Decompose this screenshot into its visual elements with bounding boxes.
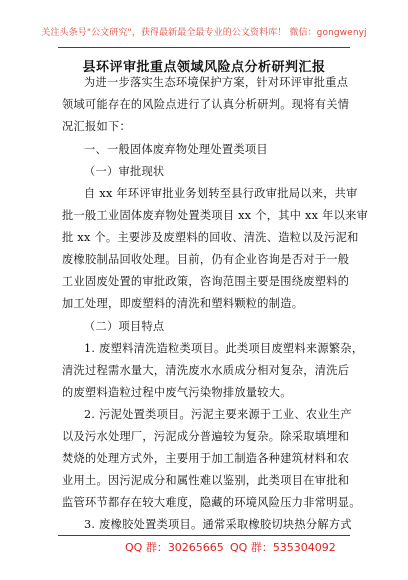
paragraph-line: 废橡胶制品回收处理。目前，仍有企业咨询是否对于一般 <box>62 253 350 266</box>
paragraph-line: 3. 废橡胶处置类项目。通常采取橡胶切块热分解方式 <box>84 518 352 531</box>
paragraph-line: 以及污水处理厂，污泥成分普遍较为复杂。除采取填埋和 <box>62 430 350 443</box>
paragraph-line: 领域可能存在的风险点进行了认真分析研判。现将有关情 <box>62 98 350 111</box>
subsection-heading: （二）项目特点 <box>84 320 165 333</box>
paragraph-line: 自 xx 年环评审批业务划转至县行政审批局以来，共审 <box>84 187 358 200</box>
header-banner: 关注头条号"公文研究"，获得最新最全最专业的公文资料库！ 微信：gongwenyj <box>41 28 367 38</box>
footer-qq-group-2: QQ 群：535304092 <box>230 541 336 554</box>
footer-divider <box>58 535 350 536</box>
paragraph-line: 批 xx 个。主要涉及废塑料的回收、清洗、造粒以及污泥和 <box>62 231 359 244</box>
header-divider <box>58 47 350 48</box>
paragraph-line: 的废塑料造粒过程中废气污染物排放量较大。 <box>62 386 292 399</box>
paragraph-line: 为进一步落实生态环境保护方案，针对环评审批重点 <box>84 76 349 89</box>
paragraph-line: 批一般工业固体废弃物处置类项目 xx 个，其中 xx 年以来审 <box>62 209 369 222</box>
document-title: 县环评审批重点领域风险点分析研判汇报 <box>82 60 326 75</box>
paragraph-line: 加工处理，即废塑料的清洗和塑料颗粒的制造。 <box>62 297 304 310</box>
paragraph-line: 焚烧的处理方式外，主要用于加工制造各种建筑材料和农 <box>62 452 350 465</box>
paragraph-line: 工业固废处置的审批政策，咨询范围主要是围绕废塑料的 <box>62 275 350 288</box>
paragraph-line: 监管环节都存在较大难度，隐藏的环境风险压力非常明显。 <box>62 496 361 509</box>
paragraph-line: 业用土。因污泥成分和属性难以鉴别，此类项目在审批和 <box>62 474 350 487</box>
paragraph-line: 1. 废塑料清洗造粒类项目。此类项目废塑料来源繁杂， <box>84 342 364 355</box>
paragraph-line: 2. 污泥处置类项目。污泥主要来源于工业、农业生产 <box>84 408 352 421</box>
section-heading: 一、一般固体废弃物处理处置类项目 <box>84 143 268 156</box>
paragraph-line: 清洗过程需水量大，清洗废水水质成分相对复杂，清洗后 <box>62 364 350 377</box>
paragraph-line: 况汇报如下： <box>62 120 131 133</box>
subsection-heading: （一）审批现状 <box>84 165 165 178</box>
footer-qq-group-1: QQ 群：30265665 <box>125 541 224 554</box>
